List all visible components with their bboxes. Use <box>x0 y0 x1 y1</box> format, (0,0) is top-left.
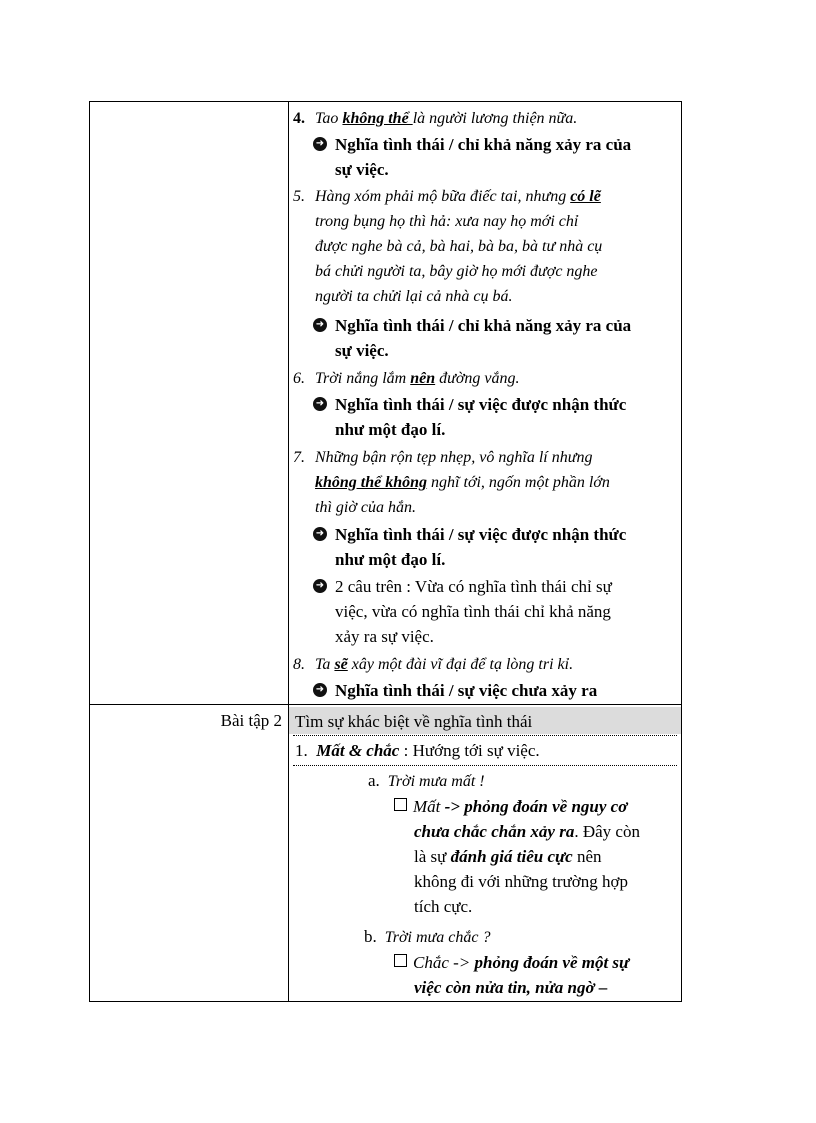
answer-line: Nghĩa tình thái / chỉ khả năng xảy ra của <box>335 316 632 335</box>
example-text: Tao <box>315 110 343 127</box>
note-text: . Đây còn <box>574 822 640 841</box>
answer-5 <box>313 313 673 363</box>
note-bold: -> phỏng đoán về nguy cơ <box>440 797 628 816</box>
circle-arrow-icon: ➜ <box>313 527 327 541</box>
table-row <box>90 705 682 1002</box>
example-5 <box>293 184 677 309</box>
circle-arrow-icon: ➜ <box>313 683 327 697</box>
example-6 <box>293 366 677 391</box>
item-desc: : Hướng tới sự việc. <box>399 741 540 760</box>
answer-line: xảy ra sự việc. <box>335 627 434 646</box>
example-7 <box>293 445 677 520</box>
answer-line: Nghĩa tình thái / sự việc được nhận thức <box>335 525 627 544</box>
example-text: Ta <box>315 656 335 673</box>
exercise-table <box>89 101 682 1002</box>
answer-line: 2 câu trên : Vừa có nghĩa tình thái chỉ sự <box>335 577 612 596</box>
note-bold: chưa chắc chắn xảy ra <box>414 822 575 841</box>
circle-arrow-icon: ➜ <box>313 137 327 151</box>
example-number: 4. <box>293 110 305 127</box>
answer-line: Nghĩa tình thái / chỉ khả năng xảy ra của <box>335 135 632 154</box>
note-bold: phỏng đoán về một sự <box>474 953 630 972</box>
example-text: người ta chửi lại cả nhà cụ bá. <box>315 288 513 305</box>
example-text: Những bận rộn tẹp nhẹp, vô nghĩa lí nhưng <box>315 449 593 466</box>
note-text: -> <box>448 953 475 972</box>
exercise-heading: Tìm sự khác biệt về nghĩa tình thái <box>295 712 533 731</box>
answer-line: Nghĩa tình thái / sự việc được nhận thức <box>335 395 627 414</box>
note-text: nên <box>572 847 602 866</box>
highlighted-word: có lẽ <box>570 188 601 205</box>
example-text: đường vắng. <box>435 370 520 387</box>
note-word: Mất <box>413 797 441 816</box>
answer-line: như một đạo lí. <box>335 420 446 439</box>
example-number: 7. <box>293 449 305 466</box>
dotted-divider <box>293 735 677 736</box>
item-1 <box>295 738 540 763</box>
answer-line: sự việc. <box>335 160 389 179</box>
checkbox-square-icon <box>394 954 407 967</box>
example-8 <box>293 652 677 677</box>
highlighted-word: sẽ <box>334 656 348 673</box>
item-number: 1. <box>295 741 308 760</box>
example-text: được nghe bà cả, bà hai, bà ba, bà tư nhà cụ <box>315 238 603 255</box>
example-text: thì giờ của hắn. <box>315 499 416 516</box>
note-text: tích cực. <box>414 897 473 916</box>
example-text: Trời nắng lắm <box>315 370 411 387</box>
note-text: là sự <box>414 847 451 866</box>
answer-line: Nghĩa tình thái / sự việc chưa xảy ra <box>335 681 598 700</box>
note-word: Chắc <box>413 953 449 972</box>
sub-text: Trời mưa chắc ? <box>384 929 491 946</box>
example-text: nghĩ tới, ngốn một phần lớn <box>427 474 610 491</box>
example-text: Hàng xóm phải mộ bữa điếc tai, nhưng <box>315 188 571 205</box>
table-row <box>90 102 682 705</box>
sub-item-b <box>364 924 490 950</box>
answer-line: sự việc. <box>335 341 389 360</box>
answer-7b <box>313 574 673 649</box>
highlighted-word: không thể <box>342 110 413 127</box>
note-a <box>394 794 679 919</box>
right-cell-examples <box>289 102 682 705</box>
answer-line: việc, vừa có nghĩa tình thái chỉ khả năng <box>335 602 611 621</box>
example-number: 6. <box>293 370 305 387</box>
checkbox-square-icon <box>394 798 407 811</box>
left-cell-empty <box>90 102 289 705</box>
answer-4 <box>313 132 673 182</box>
sub-letter: b. <box>364 927 377 946</box>
note-b <box>394 950 679 1000</box>
item-title: Mất & chắc <box>316 741 400 760</box>
sub-item-a <box>368 768 485 794</box>
circle-arrow-icon: ➜ <box>313 579 327 593</box>
circle-arrow-icon: ➜ <box>313 318 327 332</box>
left-cell-label <box>90 705 289 1002</box>
note-bold: đánh giá tiêu cực <box>450 847 573 866</box>
example-text: xây một đài vĩ đại để tạ lòng tri kỉ. <box>347 656 574 673</box>
exercise-label: Bài tập 2 <box>220 711 282 730</box>
highlighted-word: không thể không <box>315 474 428 491</box>
highlighted-word: nên <box>410 370 436 387</box>
right-cell-exercise-2 <box>289 705 682 1002</box>
note-text: không đi với những trường hợp <box>414 872 628 891</box>
sub-text: Trời mưa mất ! <box>387 773 485 790</box>
example-text: bá chửi người ta, bây giờ họ mới được nghe <box>315 263 598 280</box>
answer-line: như một đạo lí. <box>335 550 446 569</box>
dotted-divider <box>293 765 677 766</box>
answer-6 <box>313 392 673 442</box>
example-text: là người lương thiện nữa. <box>412 110 578 127</box>
answer-7a <box>313 522 673 572</box>
answer-8 <box>313 678 673 703</box>
example-text: trong bụng họ thì hả: xưa nay họ mới chỉ <box>315 213 579 230</box>
example-number: 5. <box>293 188 305 205</box>
sub-letter: a. <box>368 771 380 790</box>
circle-arrow-icon: ➜ <box>313 397 327 411</box>
example-4 <box>293 106 677 131</box>
example-number: 8. <box>293 656 305 673</box>
note-bold: việc còn nửa tin, nửa ngờ – <box>414 978 608 997</box>
